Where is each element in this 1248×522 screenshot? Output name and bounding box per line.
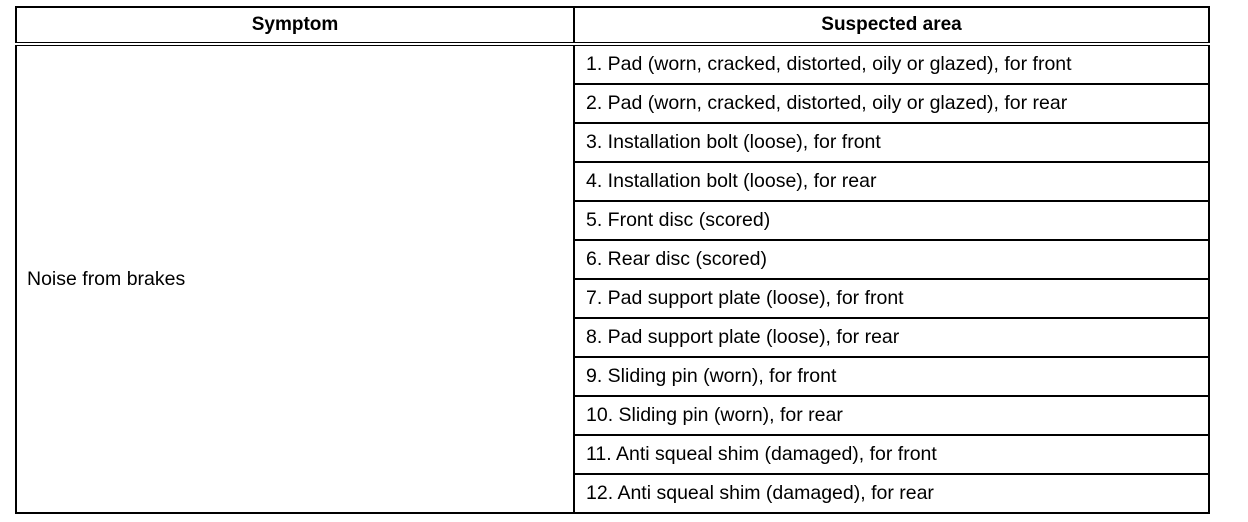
suspected-area-cell: 8. Pad support plate (loose), for rear [574,318,1209,357]
troubleshooting-table-container [15,6,1210,514]
table-row [16,44,1209,84]
suspected-area-cell: 9. Sliding pin (worn), for front [574,357,1209,396]
suspected-area-cell: 4. Installation bolt (loose), for rear [574,162,1209,201]
suspected-area-cell: 12. Anti squeal shim (damaged), for rear [574,474,1209,513]
header-row [16,7,1209,44]
suspected-area-cell: 6. Rear disc (scored) [574,240,1209,279]
troubleshooting-table [15,6,1210,514]
suspected-area-header: Suspected area [574,7,1209,44]
suspected-area-cell: 11. Anti squeal shim (damaged), for front [574,435,1209,474]
suspected-area-cell: 10. Sliding pin (worn), for rear [574,396,1209,435]
suspected-area-cell: 2. Pad (worn, cracked, distorted, oily or glazed), for rear [574,84,1209,123]
symptom-header: Symptom [16,7,574,44]
suspected-area-cell: 1. Pad (worn, cracked, distorted, oily or glazed), for front [574,44,1209,84]
suspected-area-cell: 3. Installation bolt (loose), for front [574,123,1209,162]
suspected-area-cell: 7. Pad support plate (loose), for front [574,279,1209,318]
suspected-area-cell: 5. Front disc (scored) [574,201,1209,240]
symptom-cell: Noise from brakes [16,44,574,513]
